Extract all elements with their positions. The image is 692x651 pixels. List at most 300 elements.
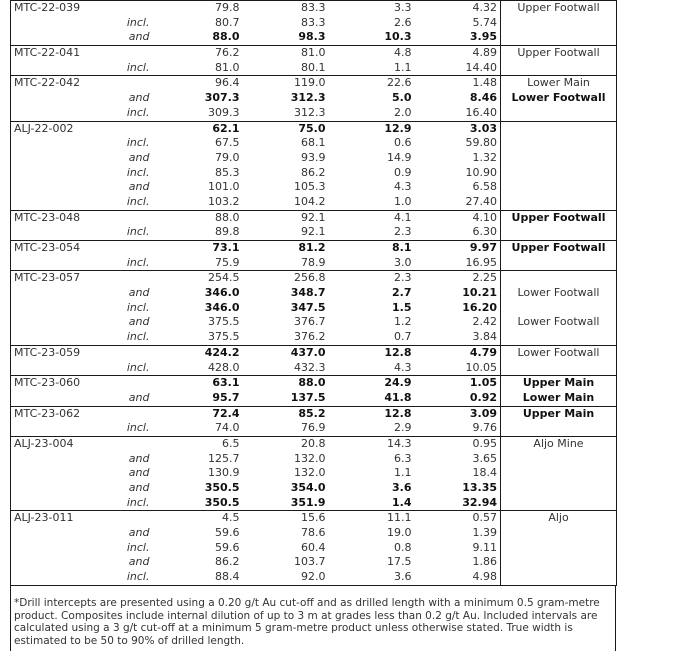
qualifier: incl. bbox=[117, 570, 153, 585]
to-m: 432.3 bbox=[243, 361, 329, 376]
hole-id: MTC-22-041 bbox=[11, 46, 117, 61]
qualifier: incl. bbox=[126, 421, 150, 435]
from-m: 346.0 bbox=[204, 300, 240, 314]
length-m: 3.6 bbox=[329, 570, 415, 585]
to-m: 347.5 bbox=[290, 300, 326, 314]
zone bbox=[501, 496, 617, 511]
hole-id: ALJ-22-002 bbox=[11, 121, 117, 136]
grade-gpt: 9.97 bbox=[415, 241, 501, 256]
footnote: *Drill intercepts are presented using a 0.20 g/t Au cut-off and as drilled length with a minimum 0.5 gram-metre product. Composites include internal dilution of up to 3 m at grades less than 0.2 g/t Au. Included intervals are calculated using a 3 g/t cut-off at a minimum 5 gram-metre product unless otherwise stated. True width is estimated to be 50 to 90% of drilled length. bbox=[10, 585, 616, 651]
table-row bbox=[11, 526, 617, 541]
qualifier: and bbox=[128, 466, 150, 480]
zone: Lower Footwall bbox=[501, 345, 617, 360]
zone bbox=[501, 16, 617, 31]
zone bbox=[501, 136, 617, 151]
hole-id bbox=[11, 225, 117, 240]
length-m: 1.1 bbox=[394, 466, 412, 480]
hole-id bbox=[11, 301, 117, 316]
length-m: 1.1 bbox=[329, 61, 415, 76]
qualifier: and bbox=[128, 481, 150, 494]
to-m: 20.8 bbox=[243, 436, 329, 451]
length-m: 12.8 bbox=[329, 345, 415, 360]
grade-gpt: 1.05 bbox=[415, 376, 501, 391]
hole-id: MTC-22-042 bbox=[11, 76, 117, 91]
from-m: 89.8 bbox=[153, 225, 243, 240]
grade-gpt: 6.30 bbox=[415, 225, 501, 240]
from-m: 130.9 bbox=[208, 466, 240, 480]
length-m: 4.1 bbox=[329, 210, 415, 225]
zone bbox=[501, 361, 617, 376]
grade-gpt: 3.03 bbox=[415, 121, 501, 136]
hole-header-row bbox=[11, 46, 617, 61]
table-row bbox=[11, 330, 617, 345]
grade-gpt: 16.20 bbox=[462, 300, 497, 314]
to-m: 83.3 bbox=[301, 15, 326, 29]
length-m: 41.8 bbox=[329, 391, 415, 406]
hole-id: MTC-23-060 bbox=[11, 376, 117, 391]
from-m: 72.4 bbox=[153, 406, 243, 421]
qualifier: incl. bbox=[126, 105, 150, 119]
from-m: 74.0 bbox=[153, 421, 243, 436]
to-m: 93.9 bbox=[301, 150, 326, 164]
table-row bbox=[11, 286, 617, 301]
qualifier bbox=[117, 210, 153, 225]
length-m: 0.9 bbox=[394, 165, 412, 179]
table-row bbox=[11, 151, 617, 166]
length-m: 14.9 bbox=[387, 150, 412, 164]
zone bbox=[501, 452, 617, 467]
length-m: 22.6 bbox=[329, 76, 415, 91]
grade-gpt: 0.95 bbox=[415, 436, 501, 451]
hole-id bbox=[11, 136, 117, 151]
qualifier: and bbox=[128, 315, 150, 329]
hole-id: ALJ-23-004 bbox=[11, 436, 117, 451]
from-m: 96.4 bbox=[153, 76, 243, 91]
from-m: 6.5 bbox=[153, 436, 243, 451]
qualifier: incl. bbox=[126, 330, 150, 344]
qualifier: and bbox=[128, 30, 150, 44]
length-m: 3.6 bbox=[392, 481, 412, 494]
qualifier: incl. bbox=[126, 225, 150, 239]
zone bbox=[501, 271, 617, 286]
from-m: 62.1 bbox=[153, 121, 243, 136]
from-m: 346.0 bbox=[204, 286, 240, 300]
table-row bbox=[11, 570, 617, 585]
to-m: 86.2 bbox=[301, 165, 326, 179]
qualifier bbox=[117, 121, 153, 136]
grade-gpt: 3.84 bbox=[415, 330, 501, 345]
qualifier: and bbox=[128, 286, 150, 300]
table-row bbox=[11, 166, 617, 181]
from-m: 375.5 bbox=[153, 330, 243, 345]
length-m: 6.3 bbox=[394, 451, 412, 465]
drill-intercepts-table bbox=[10, 0, 617, 586]
hole-id bbox=[11, 481, 117, 496]
table-row bbox=[11, 466, 617, 481]
from-m: 73.1 bbox=[153, 241, 243, 256]
length-m: 2.3 bbox=[329, 271, 415, 286]
hole-id bbox=[11, 466, 117, 481]
length-m: 3.0 bbox=[329, 256, 415, 271]
zone: Upper Footwall bbox=[501, 1, 617, 16]
from-m: 350.5 bbox=[153, 496, 243, 511]
length-m: 19.0 bbox=[387, 526, 412, 540]
qualifier: incl. bbox=[126, 165, 150, 179]
zone bbox=[501, 166, 617, 181]
hole-header-row bbox=[11, 345, 617, 360]
qualifier bbox=[117, 376, 153, 391]
length-m: 4.3 bbox=[329, 361, 415, 376]
qualifier: and bbox=[128, 526, 150, 540]
to-m: 92.0 bbox=[243, 570, 329, 585]
length-m: 2.9 bbox=[329, 421, 415, 436]
grade-gpt: 2.42 bbox=[472, 315, 497, 329]
hole-id bbox=[11, 330, 117, 345]
grade-gpt: 0.92 bbox=[415, 391, 501, 406]
table-row bbox=[11, 301, 617, 316]
length-m: 2.0 bbox=[329, 106, 415, 121]
from-m: 375.5 bbox=[208, 315, 240, 329]
from-m: 4.5 bbox=[153, 511, 243, 526]
zone bbox=[501, 570, 617, 585]
table-row bbox=[11, 452, 617, 467]
zone bbox=[501, 180, 617, 195]
qualifier: incl. bbox=[126, 540, 150, 554]
to-m: 256.8 bbox=[243, 271, 329, 286]
grade-gpt: 1.48 bbox=[415, 76, 501, 91]
to-m: 354.0 bbox=[290, 481, 326, 494]
from-m: 254.5 bbox=[153, 271, 243, 286]
to-m: 80.1 bbox=[243, 61, 329, 76]
zone bbox=[501, 225, 617, 240]
grade-gpt: 1.32 bbox=[472, 150, 497, 164]
from-m: 75.9 bbox=[153, 256, 243, 271]
from-m: 95.7 bbox=[153, 391, 243, 406]
zone: Aljo bbox=[501, 511, 617, 526]
hole-id: MTC-23-059 bbox=[11, 345, 117, 360]
hole-id bbox=[11, 541, 117, 556]
grade-gpt: 3.09 bbox=[415, 406, 501, 421]
length-m: 12.9 bbox=[329, 121, 415, 136]
hole-id bbox=[11, 421, 117, 436]
hole-id bbox=[11, 391, 117, 406]
length-m: 0.8 bbox=[394, 540, 412, 554]
zone bbox=[501, 555, 617, 570]
from-m: 59.6 bbox=[215, 526, 240, 540]
to-m: 376.2 bbox=[243, 330, 329, 345]
from-m: 79.0 bbox=[215, 150, 240, 164]
from-m: 85.3 bbox=[215, 165, 240, 179]
grade-gpt: 10.90 bbox=[465, 165, 497, 179]
length-m: 4.8 bbox=[329, 46, 415, 61]
length-m: 1.2 bbox=[394, 315, 412, 329]
to-m: 351.9 bbox=[243, 496, 329, 511]
hole-id bbox=[11, 16, 117, 31]
length-m: 1.0 bbox=[329, 195, 415, 210]
hole-id bbox=[11, 496, 117, 511]
from-m: 80.7 bbox=[215, 15, 240, 29]
hole-id bbox=[11, 61, 117, 76]
hole-id: MTC-22-039 bbox=[11, 1, 117, 16]
to-m: 132.0 bbox=[294, 451, 326, 465]
grade-gpt: 59.80 bbox=[465, 136, 497, 150]
length-m: 11.1 bbox=[329, 511, 415, 526]
from-m: 79.8 bbox=[153, 1, 243, 16]
table-row bbox=[11, 361, 617, 376]
qualifier bbox=[117, 345, 153, 360]
table-row bbox=[11, 106, 617, 121]
qualifier: incl. bbox=[126, 194, 150, 208]
to-m: 81.2 bbox=[243, 241, 329, 256]
from-m: 309.3 bbox=[153, 106, 243, 121]
zone bbox=[501, 61, 617, 76]
to-m: 75.0 bbox=[243, 121, 329, 136]
grade-gpt: 3.95 bbox=[415, 30, 501, 45]
hole-id bbox=[11, 106, 117, 121]
table-row bbox=[11, 180, 617, 195]
grade-gpt: 1.39 bbox=[472, 526, 497, 540]
zone bbox=[501, 421, 617, 436]
table-row bbox=[11, 225, 617, 240]
grade-gpt: 1.86 bbox=[472, 555, 497, 569]
grade-gpt: 4.32 bbox=[415, 1, 501, 16]
table-row bbox=[11, 136, 617, 151]
from-m: 103.2 bbox=[153, 195, 243, 210]
hole-id: MTC-23-048 bbox=[11, 210, 117, 225]
table-row bbox=[11, 16, 617, 31]
grade-gpt: 4.10 bbox=[415, 210, 501, 225]
hole-id: MTC-23-057 bbox=[11, 271, 117, 286]
grade-gpt: 10.21 bbox=[462, 286, 497, 300]
hole-header-row bbox=[11, 76, 617, 91]
table-row bbox=[11, 481, 617, 496]
grade-gpt: 16.40 bbox=[415, 106, 501, 121]
zone bbox=[501, 121, 617, 136]
qualifier: incl. bbox=[126, 255, 150, 269]
hole-id bbox=[11, 361, 117, 376]
to-m: 437.0 bbox=[243, 345, 329, 360]
grade-gpt: 16.95 bbox=[415, 256, 501, 271]
hole-id bbox=[11, 526, 117, 541]
zone: Upper Footwall bbox=[501, 241, 617, 256]
hole-header-row bbox=[11, 271, 617, 286]
to-m: 76.9 bbox=[243, 421, 329, 436]
to-m: 105.3 bbox=[294, 180, 326, 194]
qualifier: and bbox=[128, 180, 150, 194]
to-m: 103.7 bbox=[294, 555, 326, 569]
qualifier: and bbox=[128, 451, 150, 465]
grade-gpt: 9.76 bbox=[415, 421, 501, 436]
hole-header-row bbox=[11, 241, 617, 256]
to-m: 78.9 bbox=[243, 256, 329, 271]
qualifier: and bbox=[128, 390, 150, 404]
grade-gpt: 2.25 bbox=[415, 271, 501, 286]
grade-gpt: 8.46 bbox=[469, 91, 497, 105]
to-m: 348.7 bbox=[290, 286, 326, 300]
zone: Lower Footwall bbox=[501, 315, 617, 330]
zone: Upper Main bbox=[501, 376, 617, 391]
length-m: 0.6 bbox=[394, 136, 412, 150]
to-m: 92.1 bbox=[243, 225, 329, 240]
hole-id bbox=[11, 256, 117, 271]
grade-gpt: 6.58 bbox=[472, 180, 497, 194]
hole-id: MTC-23-062 bbox=[11, 406, 117, 421]
hole-header-row bbox=[11, 210, 617, 225]
length-m: 0.7 bbox=[329, 330, 415, 345]
from-m: 88.4 bbox=[153, 570, 243, 585]
grade-gpt: 27.40 bbox=[415, 195, 501, 210]
to-m: 85.2 bbox=[243, 406, 329, 421]
grade-gpt: 14.40 bbox=[415, 61, 501, 76]
table-row bbox=[11, 91, 617, 106]
from-m: 59.6 bbox=[215, 540, 240, 554]
qualifier bbox=[117, 511, 153, 526]
from-m: 86.2 bbox=[215, 555, 240, 569]
to-m: 376.7 bbox=[294, 315, 326, 329]
grade-gpt: 10.05 bbox=[415, 361, 501, 376]
hole-header-row bbox=[11, 121, 617, 136]
length-m: 2.3 bbox=[329, 225, 415, 240]
hole-id bbox=[11, 315, 117, 330]
from-m: 428.0 bbox=[153, 361, 243, 376]
hole-id bbox=[11, 30, 117, 45]
zone: Upper Footwall bbox=[501, 210, 617, 225]
hole-header-row bbox=[11, 1, 617, 16]
grade-gpt: 13.35 bbox=[462, 481, 497, 494]
hole-header-row bbox=[11, 436, 617, 451]
from-m: 88.0 bbox=[153, 30, 243, 45]
qualifier bbox=[117, 406, 153, 421]
zone bbox=[501, 256, 617, 271]
length-m: 14.3 bbox=[329, 436, 415, 451]
zone: Upper Footwall bbox=[501, 46, 617, 61]
from-m: 76.2 bbox=[153, 46, 243, 61]
hole-id bbox=[11, 452, 117, 467]
qualifier: incl. bbox=[126, 60, 150, 74]
from-m: 63.1 bbox=[153, 376, 243, 391]
from-m: 101.0 bbox=[208, 180, 240, 194]
table-row bbox=[11, 195, 617, 210]
table-row bbox=[11, 30, 617, 45]
grade-gpt: 9.11 bbox=[472, 540, 497, 554]
qualifier bbox=[117, 436, 153, 451]
zone: Upper Main bbox=[501, 406, 617, 421]
grade-gpt: 4.89 bbox=[415, 46, 501, 61]
to-m: 92.1 bbox=[243, 210, 329, 225]
length-m: 12.8 bbox=[329, 406, 415, 421]
grade-gpt: 18.4 bbox=[472, 466, 497, 480]
length-m: 3.3 bbox=[329, 1, 415, 16]
zone bbox=[501, 195, 617, 210]
qualifier: incl. bbox=[126, 15, 150, 29]
length-m: 24.9 bbox=[329, 376, 415, 391]
hole-header-row bbox=[11, 376, 617, 391]
length-m: 5.0 bbox=[392, 91, 412, 105]
zone bbox=[501, 541, 617, 556]
zone bbox=[501, 30, 617, 45]
qualifier bbox=[117, 46, 153, 61]
table-row bbox=[11, 541, 617, 556]
zone: Lower Main bbox=[501, 76, 617, 91]
hole-id bbox=[11, 91, 117, 106]
qualifier: incl. bbox=[126, 495, 150, 509]
table-body bbox=[11, 1, 617, 586]
zone bbox=[501, 301, 617, 316]
zone: Lower Footwall bbox=[501, 91, 617, 106]
zone bbox=[501, 330, 617, 345]
qualifier bbox=[117, 1, 153, 16]
table-row bbox=[11, 315, 617, 330]
length-m: 2.6 bbox=[394, 15, 412, 29]
hole-id bbox=[11, 180, 117, 195]
grade-gpt: 32.94 bbox=[415, 496, 501, 511]
to-m: 98.3 bbox=[243, 30, 329, 45]
grade-gpt: 5.74 bbox=[472, 15, 497, 29]
length-m: 17.5 bbox=[387, 555, 412, 569]
from-m: 424.2 bbox=[153, 345, 243, 360]
length-m: 10.3 bbox=[329, 30, 415, 45]
table-row bbox=[11, 391, 617, 406]
to-m: 60.4 bbox=[301, 540, 326, 554]
from-m: 350.5 bbox=[204, 481, 240, 494]
length-m: 1.5 bbox=[392, 300, 412, 314]
to-m: 312.3 bbox=[290, 91, 326, 105]
to-m: 312.3 bbox=[243, 106, 329, 121]
hole-header-row bbox=[11, 406, 617, 421]
zone: Lower Main bbox=[501, 391, 617, 406]
to-m: 104.2 bbox=[243, 195, 329, 210]
to-m: 81.0 bbox=[243, 46, 329, 61]
to-m: 132.0 bbox=[294, 466, 326, 480]
from-m: 81.0 bbox=[153, 61, 243, 76]
grade-gpt: 0.57 bbox=[415, 511, 501, 526]
to-m: 88.0 bbox=[243, 376, 329, 391]
qualifier: and bbox=[128, 555, 150, 569]
qualifier bbox=[117, 241, 153, 256]
grade-gpt: 4.79 bbox=[415, 345, 501, 360]
zone: Lower Footwall bbox=[501, 286, 617, 301]
from-m: 125.7 bbox=[208, 451, 240, 465]
qualifier: and bbox=[128, 91, 150, 105]
zone bbox=[501, 106, 617, 121]
hole-header-row bbox=[11, 511, 617, 526]
grade-gpt: 4.98 bbox=[415, 570, 501, 585]
zone bbox=[501, 151, 617, 166]
qualifier: and bbox=[128, 150, 150, 164]
hole-id bbox=[11, 151, 117, 166]
zone: Aljo Mine bbox=[501, 436, 617, 451]
grade-gpt: 3.65 bbox=[472, 451, 497, 465]
to-m: 119.0 bbox=[243, 76, 329, 91]
table-row bbox=[11, 61, 617, 76]
hole-id bbox=[11, 570, 117, 585]
length-m: 2.7 bbox=[392, 286, 412, 300]
hole-id: ALJ-23-011 bbox=[11, 511, 117, 526]
zone bbox=[501, 466, 617, 481]
qualifier: incl. bbox=[126, 360, 150, 374]
table-row bbox=[11, 555, 617, 570]
hole-id: MTC-23-054 bbox=[11, 241, 117, 256]
to-m: 15.6 bbox=[243, 511, 329, 526]
table-row bbox=[11, 256, 617, 271]
to-m: 78.6 bbox=[301, 526, 326, 540]
qualifier: incl. bbox=[126, 300, 150, 314]
length-m: 4.3 bbox=[394, 180, 412, 194]
hole-id bbox=[11, 166, 117, 181]
from-m: 88.0 bbox=[153, 210, 243, 225]
hole-id bbox=[11, 286, 117, 301]
length-m: 1.4 bbox=[329, 496, 415, 511]
